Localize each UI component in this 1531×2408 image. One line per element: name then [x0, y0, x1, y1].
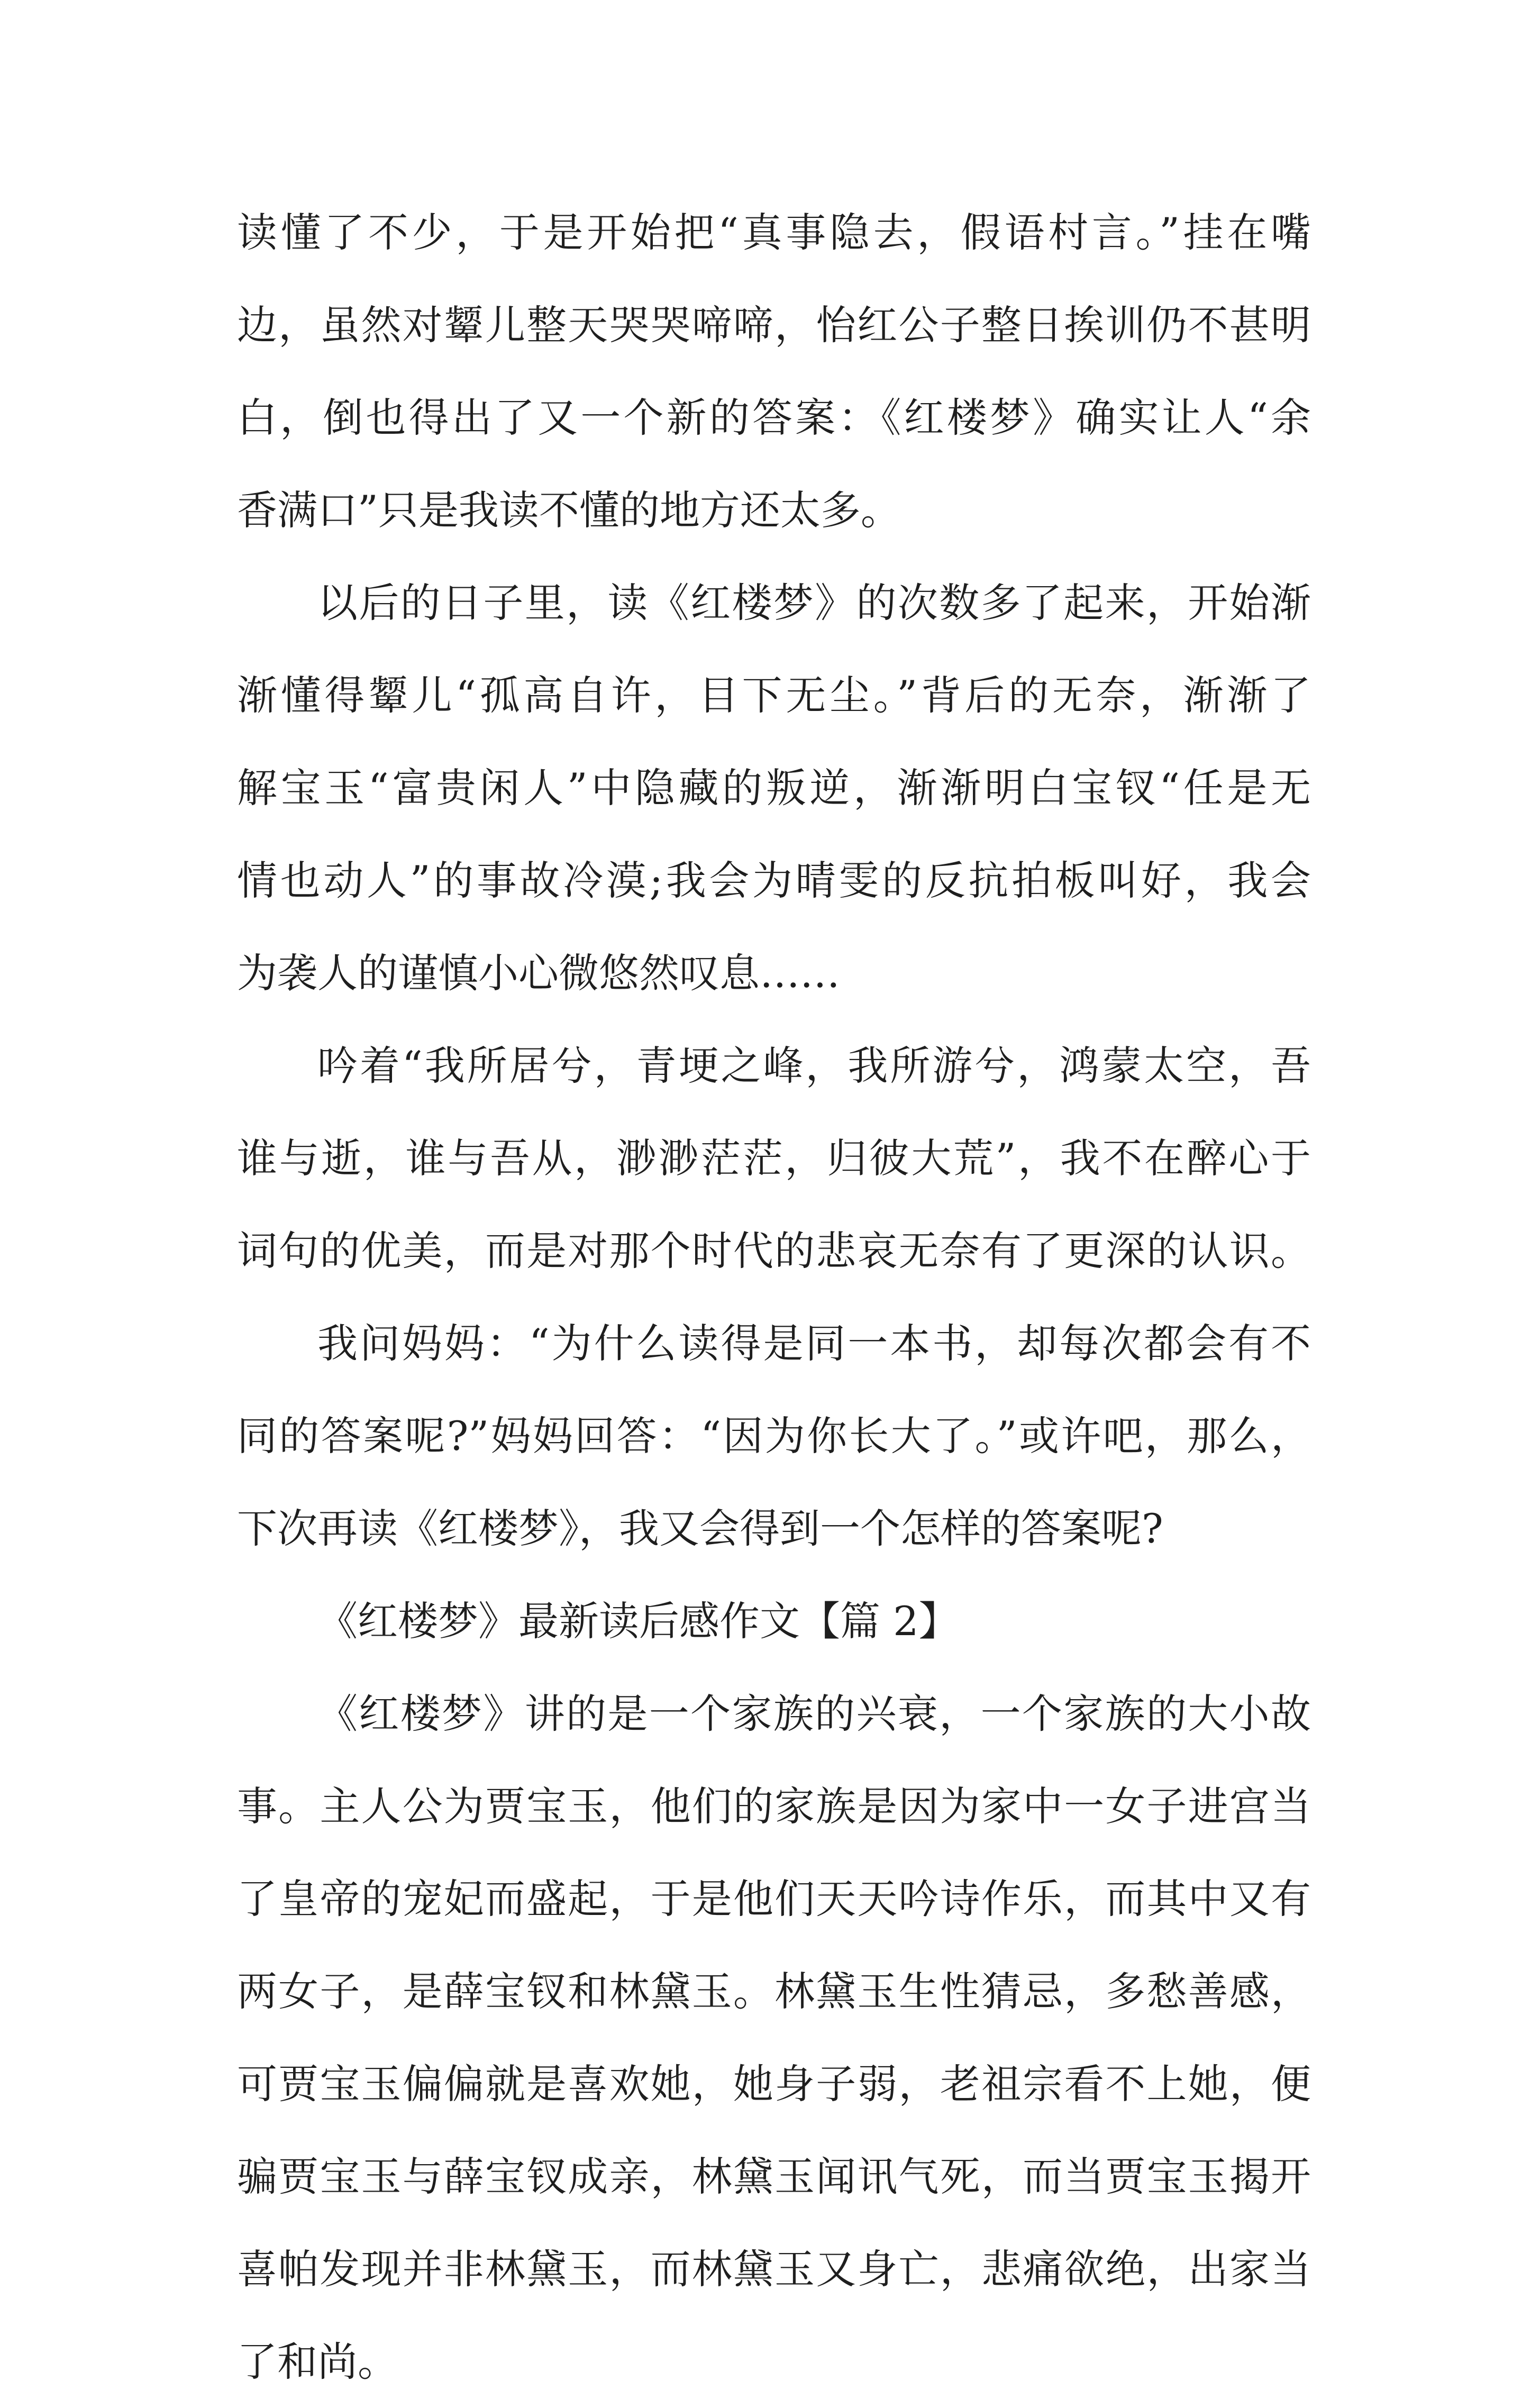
text-line-11: 谁与逝，谁与吾从，渺渺茫茫，归彼大荒”，我不在醉心于	[237, 1135, 1311, 1182]
text-line-5: 以后的日子里，读《红楼梦》的次数多了起来，开始渐	[317, 579, 1311, 626]
text-line-17: 《红楼梦》讲的是一个家族的兴衰，一个家族的大小故	[317, 1690, 1311, 1737]
text-line-12: 词句的优美，而是对那个时代的悲哀无奈有了更深的认识。	[237, 1227, 1311, 1274]
text-line-19: 了皇帝的宠妃而盛起，于是他们天天吟诗作乐，而其中又有	[237, 1875, 1311, 1922]
text-line-9: 为袭人的谨慎小心微悠然叹息……	[237, 950, 840, 997]
text-line-4: 香满口”只是我读不懂的地方还太多。	[237, 487, 901, 534]
text-line-14: 同的答案呢?”妈妈回答：“因为你长大了。”或许吧，那么，	[237, 1412, 1311, 1460]
text-line-15: 下次再读《红楼梦》，我又会得到一个怎样的答案呢?	[237, 1505, 1163, 1552]
text-line-24: 了和尚。	[237, 2338, 398, 2385]
text-line-13: 我问妈妈：“为什么读得是同一本书，却每次都会有不	[317, 1320, 1311, 1367]
section-heading: 《红楼梦》最新读后感作文【篇 2】	[317, 1598, 959, 1645]
text-line-10: 吟着“我所居兮，青埂之峰，我所游兮，鸿蒙太空，吾	[317, 1042, 1311, 1089]
text-line-6: 渐懂得颦儿“孤高自许，目下无尘。”背后的无奈，渐渐了	[237, 672, 1311, 719]
text-line-7: 解宝玉“富贵闲人”中隐藏的叛逆，渐渐明白宝钗“任是无	[237, 764, 1311, 811]
text-line-8: 情也动人”的事故冷漠;我会为晴雯的反抗拍板叫好，我会	[237, 857, 1311, 904]
text-line-3: 白，倒也得出了又一个新的答案：《红楼梦》确实让人“余	[237, 394, 1311, 441]
text-line-18: 事。主人公为贾宝玉，他们的家族是因为家中一女子进宫当	[237, 1783, 1311, 1830]
text-line-23: 喜帕发现并非林黛玉，而林黛玉又身亡，悲痛欲绝，出家当	[237, 2246, 1311, 2293]
text-line-20: 两女子，是薛宝钗和林黛玉。林黛玉生性猜忌，多愁善感，	[237, 1968, 1311, 2015]
text-line-22: 骗贾宝玉与薛宝钗成亲，林黛玉闻讯气死，而当贾宝玉揭开	[237, 2153, 1311, 2200]
text-line-1: 读懂了不少，于是开始把“真事隐去，假语村言。”挂在嘴	[237, 209, 1311, 256]
text-line-21: 可贾宝玉偏偏就是喜欢她，她身子弱，老祖宗看不上她，便	[237, 2060, 1311, 2108]
document-page	[237, 186, 1311, 2408]
text-line-2: 边，虽然对颦儿整天哭哭啼啼，怡红公子整日挨训仍不甚明	[237, 302, 1311, 349]
